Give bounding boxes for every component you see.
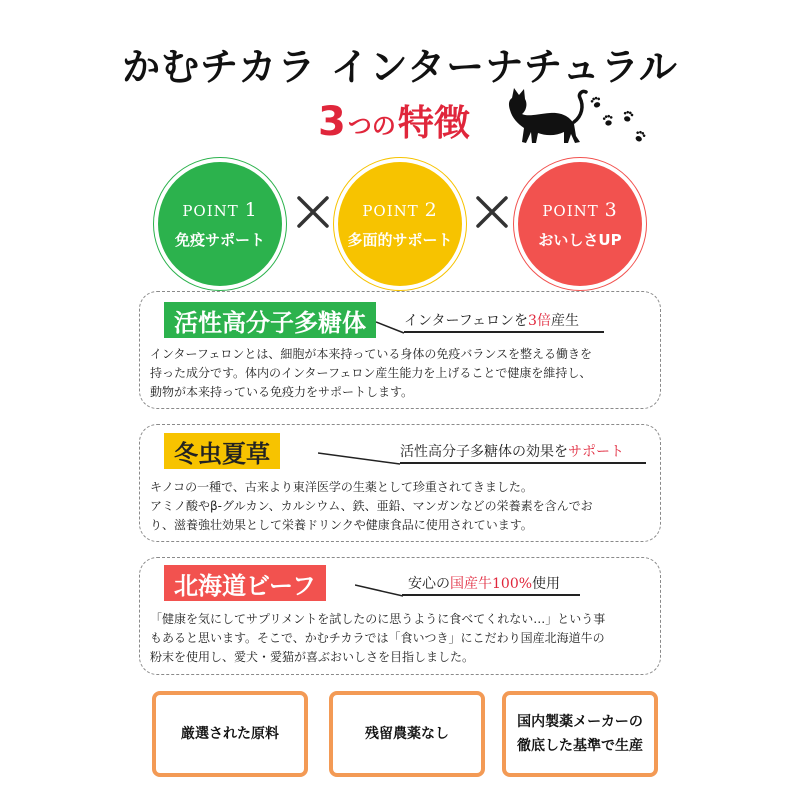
section-1-tag-highlight: 3倍 [528, 313, 551, 329]
section-2-tag-text: 活性高分子多糖体の効果を [400, 444, 568, 460]
times-icon [474, 194, 510, 230]
point-1-name: 免疫サポート [174, 230, 265, 249]
feature-2-line-1: 残留農薬なし [365, 726, 449, 742]
point-3-name: おいしさUP [538, 230, 622, 249]
point-2-number: 2 [424, 198, 438, 221]
section-1-line: 動物が本来持っている免疫力をサポートします。 [150, 385, 414, 399]
point-2-prefix: POINT [362, 201, 419, 220]
section-2-line: キノコの一種で、古来より東洋医学の生薬として珍重されてきました。 [150, 480, 533, 494]
feature-1-line-1: 厳選された原料 [181, 726, 279, 742]
point-3-circle [518, 162, 642, 286]
section-3-description [150, 610, 655, 667]
section-3-badge: 北海道ビーフ [164, 565, 326, 601]
section-2-line: り、滋養強壮効果として栄養ドリンクや健康食品に使用されています。 [150, 518, 533, 532]
features-subtitle [318, 92, 470, 145]
subtitle-particle: つの [347, 112, 396, 140]
section-3-tag-suffix: 使用 [532, 576, 561, 592]
point-1-number: 1 [244, 198, 258, 221]
section-3-underline [402, 594, 580, 596]
section-3-tag-highlight: 国産牛100% [450, 576, 533, 592]
point-2-circle [338, 162, 462, 286]
section-1-tag-suffix: 産生 [550, 313, 579, 329]
section-3-tag-text: 安心の [408, 576, 450, 592]
paw-print-icon [588, 92, 658, 148]
section-1-underline [404, 331, 604, 333]
black-cat-icon [498, 84, 590, 146]
feature-box-domestic-production [502, 691, 658, 777]
feature-box-pesticide-free [329, 691, 485, 777]
section-1-leader-line [376, 320, 406, 336]
point-1-circle [158, 162, 282, 286]
point-1-prefix: POINT [182, 201, 239, 220]
section-3-line: もあると思います。そこで、かむチカラでは「食いつき」にこだわり国産北海道牛の [150, 631, 605, 645]
section-3-line: 粉末を使用し、愛犬・愛猫が喜ぶおいしさを目指しました。 [150, 650, 475, 664]
feature-3-line-2: 徹底した基準で生産 [517, 738, 643, 754]
section-1-description [150, 345, 655, 402]
section-1-line: 持った成分です。体内のインターフェロン産生能力を上げることで健康を維持し、 [150, 366, 592, 380]
section-2-underline [400, 462, 646, 464]
section-1-tag-text: インターフェロンを [404, 313, 529, 329]
section-1-line: インターフェロンとは、細胞が本来持っている身体の免疫バランスを整える働きを [150, 347, 592, 361]
section-1-badge: 活性高分子多糖体 [164, 302, 376, 338]
subtitle-number: 3 [318, 99, 346, 145]
section-3-tag [408, 573, 560, 593]
section-1-tag [404, 310, 579, 330]
section-2-badge: 冬虫夏草 [164, 433, 280, 469]
subtitle-word: 特徴 [397, 103, 470, 144]
point-3-number: 3 [604, 198, 618, 221]
feature-box-ingredients [152, 691, 308, 777]
section-3-leader-line [355, 583, 405, 599]
section-2-description [150, 478, 655, 535]
point-2-name: 多面的サポート [347, 230, 453, 249]
section-2-line: アミノ酸やβ-グルカン、カルシウム、鉄、亜鉛、マンガンなどの栄養素を含んでお [150, 499, 593, 513]
section-2-leader-line [318, 451, 402, 467]
section-2-tag [400, 441, 624, 461]
point-3-prefix: POINT [542, 201, 599, 220]
feature-3-line-1: 国内製薬メーカーの [517, 714, 643, 730]
section-3-line: 「健康を気にしてサプリメントを試したのに思うように食べてくれない…」という事 [150, 612, 606, 626]
times-icon [295, 194, 331, 230]
section-2-tag-highlight: サポート [568, 444, 624, 460]
page-title: かむチカラ インターナチュラル [122, 45, 678, 89]
